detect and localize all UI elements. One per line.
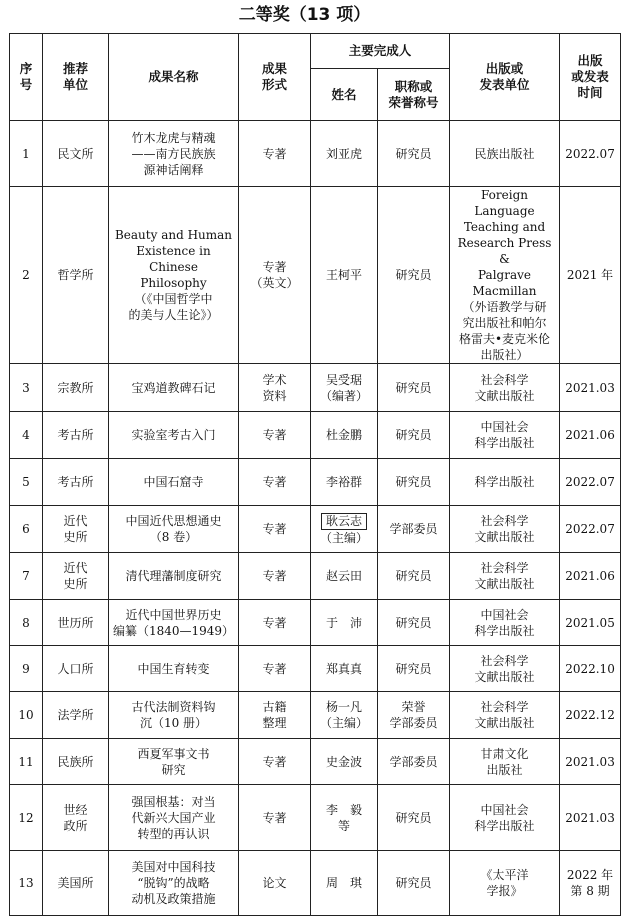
cell-form: 古籍 整理 (239, 692, 311, 739)
cell-rank: 学部委员 (378, 506, 450, 553)
cell-no: 8 (10, 600, 43, 646)
table-row (10, 646, 621, 692)
cell-time: 2021.03 (560, 739, 621, 785)
cell-person: 吴受琚 （编著） (311, 364, 378, 412)
cell-no: 3 (10, 364, 43, 412)
cell-name: 竹木龙虎与精魂 ——南方民族族 源神话阐释 (109, 121, 239, 187)
cell-publisher: 中国社会 科学出版社 (450, 600, 560, 646)
table-row (10, 187, 621, 364)
table-row (10, 412, 621, 459)
cell-rank: 荣誉 学部委员 (378, 692, 450, 739)
cell-rank: 研究员 (378, 121, 450, 187)
table-row (10, 739, 621, 785)
cell-unit: 法学所 (43, 692, 109, 739)
cell-person: 周 琪 (311, 851, 378, 916)
cell-time: 2021.03 (560, 785, 621, 851)
cell-form: 专著 (239, 739, 311, 785)
cell-person: 李 毅 等 (311, 785, 378, 851)
cell-person: 郑真真 (311, 646, 378, 692)
cell-name: 强国根基：对当 代新兴大国产业 转型的再认识 (109, 785, 239, 851)
cell-time: 2021.03 (560, 364, 621, 412)
cell-publisher: 社会科学 文献出版社 (450, 553, 560, 600)
cell-time: 2021.06 (560, 553, 621, 600)
header-time: 出版 或发表 时间 (560, 34, 621, 121)
cell-time: 2022 年 第 8 期 (560, 851, 621, 916)
cell-rank: 研究员 (378, 851, 450, 916)
cell-no: 11 (10, 739, 43, 785)
header-publisher: 出版或 发表单位 (450, 34, 560, 121)
cell-publisher: 社会科学 文献出版社 (450, 506, 560, 553)
cell-rank: 研究员 (378, 459, 450, 506)
cell-person: 于 沛 (311, 600, 378, 646)
cell-person: 李裕群 (311, 459, 378, 506)
cell-name: 宝鸡道教碑石记 (109, 364, 239, 412)
cell-no: 2 (10, 187, 43, 364)
cell-no: 13 (10, 851, 43, 916)
cell-rank: 研究员 (378, 553, 450, 600)
cell-publisher: 《太平洋 学报》 (450, 851, 560, 916)
cell-publisher: 社会科学 文献出版社 (450, 646, 560, 692)
cell-form: 专著 (239, 553, 311, 600)
cell-person (311, 506, 378, 553)
award-table (9, 33, 621, 916)
header-rank: 职称或 荣誉称号 (378, 69, 450, 121)
cell-time: 2022.10 (560, 646, 621, 692)
cell-time: 2021.05 (560, 600, 621, 646)
cell-name: 近代中国世界历史 编纂（1840—1949） (109, 600, 239, 646)
cell-form: 论文 (239, 851, 311, 916)
cell-unit: 美国所 (43, 851, 109, 916)
table-row (10, 851, 621, 916)
cell-person: 史金波 (311, 739, 378, 785)
cell-form: 专著 (239, 785, 311, 851)
cell-person: 王柯平 (311, 187, 378, 364)
cell-name: 中国近代思想通史 （8 卷） (109, 506, 239, 553)
cell-rank: 研究员 (378, 412, 450, 459)
cell-time: 2021 年 (560, 187, 621, 364)
cell-unit: 宗教所 (43, 364, 109, 412)
cell-publisher: 甘肃文化 出版社 (450, 739, 560, 785)
cell-publisher: 民族出版社 (450, 121, 560, 187)
person-note: （主编） (319, 530, 368, 545)
cell-name: 西夏军事文书 研究 (109, 739, 239, 785)
cell-no: 7 (10, 553, 43, 600)
header-name: 成果名称 (109, 34, 239, 121)
table-row (10, 506, 621, 553)
table-row (10, 459, 621, 506)
cell-publisher: 社会科学 文献出版社 (450, 364, 560, 412)
cell-name: Beauty and Human Existence in Chinese Philosophy （《中国哲学中 的美与人生论》） (109, 187, 239, 364)
table-row (10, 553, 621, 600)
cell-unit: 考古所 (43, 412, 109, 459)
table-row (10, 785, 621, 851)
cell-time: 2022.12 (560, 692, 621, 739)
cell-name: 实验室考古入门 (109, 412, 239, 459)
section-title: 二等奖（13 项） (238, 5, 371, 25)
cell-publisher: Foreign Language Teaching and Research Press & Palgrave Macmillan （外语教学与研 究出版社和帕尔 格雷夫•麦克米伦 出版社） (450, 187, 560, 364)
cell-unit: 近代 史所 (43, 506, 109, 553)
cell-rank: 研究员 (378, 785, 450, 851)
table-row (10, 121, 621, 187)
cell-form: 专著 （英文） (239, 187, 311, 364)
cell-unit: 民文所 (43, 121, 109, 187)
cell-unit: 人口所 (43, 646, 109, 692)
cell-unit: 哲学所 (43, 187, 109, 364)
cell-person: 刘亚虎 (311, 121, 378, 187)
header-no: 序 号 (10, 34, 43, 121)
cell-form: 专著 (239, 459, 311, 506)
cell-no: 5 (10, 459, 43, 506)
cell-publisher: 中国社会 科学出版社 (450, 412, 560, 459)
table-row (10, 600, 621, 646)
cell-no: 10 (10, 692, 43, 739)
cell-name: 美国对中国科技 “脱钩”的战略 动机及政策措施 (109, 851, 239, 916)
table-row (10, 692, 621, 739)
header-person: 姓名 (311, 69, 378, 121)
cell-publisher: 社会科学 文献出版社 (450, 692, 560, 739)
table-row (10, 364, 621, 412)
cell-name: 中国石窟寺 (109, 459, 239, 506)
cell-name: 古代法制资料钩 沉（10 册） (109, 692, 239, 739)
cell-name: 中国生育转变 (109, 646, 239, 692)
cell-unit: 考古所 (43, 459, 109, 506)
cell-time: 2022.07 (560, 459, 621, 506)
cell-time: 2021.06 (560, 412, 621, 459)
cell-rank: 研究员 (378, 600, 450, 646)
cell-rank: 研究员 (378, 646, 450, 692)
cell-publisher: 中国社会 科学出版社 (450, 785, 560, 851)
cell-form: 专著 (239, 506, 311, 553)
cell-publisher: 科学出版社 (450, 459, 560, 506)
cell-rank: 研究员 (378, 364, 450, 412)
cell-form: 学术 资料 (239, 364, 311, 412)
cell-no: 1 (10, 121, 43, 187)
header-unit: 推荐 单位 (43, 34, 109, 121)
cell-form: 专著 (239, 121, 311, 187)
cell-person: 赵云田 (311, 553, 378, 600)
cell-person: 杜金鹏 (311, 412, 378, 459)
cell-time: 2022.07 (560, 506, 621, 553)
cell-unit: 世历所 (43, 600, 109, 646)
cell-time: 2022.07 (560, 121, 621, 187)
header-form: 成果 形式 (239, 34, 311, 121)
cell-form: 专著 (239, 646, 311, 692)
cell-no: 6 (10, 506, 43, 553)
cell-unit: 民族所 (43, 739, 109, 785)
cell-person: 杨一凡 （主编） (311, 692, 378, 739)
cell-no: 12 (10, 785, 43, 851)
cell-no: 4 (10, 412, 43, 459)
cell-form: 专著 (239, 600, 311, 646)
cell-name: 清代理藩制度研究 (109, 553, 239, 600)
award-rows (10, 121, 621, 916)
person-boxed: 耿云志 (321, 513, 367, 530)
cell-rank: 研究员 (378, 187, 450, 364)
cell-unit: 近代 史所 (43, 553, 109, 600)
cell-unit: 世经 政所 (43, 785, 109, 851)
cell-rank: 学部委员 (378, 739, 450, 785)
cell-no: 9 (10, 646, 43, 692)
header-main-author: 主要完成人 (311, 34, 450, 69)
cell-form: 专著 (239, 412, 311, 459)
